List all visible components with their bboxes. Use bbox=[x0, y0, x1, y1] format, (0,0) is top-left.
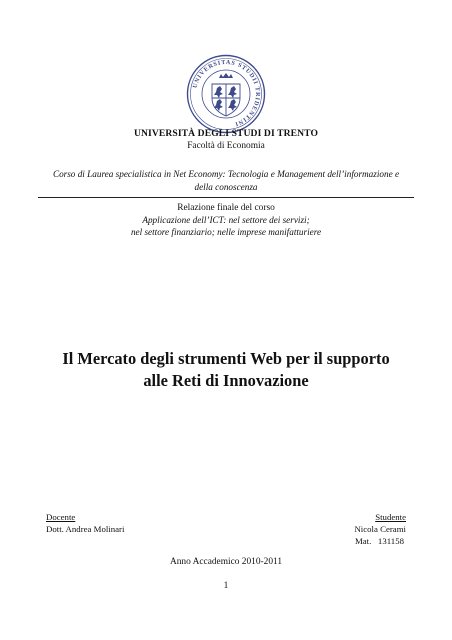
student-matricola: Mat. 131158 bbox=[354, 536, 404, 546]
teacher-name: Dott. Andrea Molinari bbox=[46, 524, 125, 534]
document-title-line-1: Il Mercato degli strumenti Web per il supporto bbox=[62, 349, 390, 368]
university-name: UNIVERSITÀ DEGLI STUDI DI TRENTO bbox=[133, 128, 319, 139]
university-seal-logo bbox=[186, 54, 266, 134]
page-number: 1 bbox=[223, 581, 229, 591]
report-subject-line-1: Applicazione dell’ICT: nel settore dei servizi; bbox=[142, 215, 310, 225]
svg-text:UNIVERSITAS STUDII TRIDENTINI: UNIVERSITAS STUDII TRIDENTINI bbox=[191, 58, 262, 128]
report-subject-line-2: nel settore finanziario; nelle imprese manifatturiere bbox=[130, 227, 322, 237]
document-title-line-2: alle Reti di Innovazione bbox=[143, 371, 309, 390]
faculty-name: Facoltà di Economia bbox=[187, 141, 265, 151]
report-type: Relazione finale del corso bbox=[177, 203, 275, 213]
student-label: Studente bbox=[375, 512, 406, 522]
academic-year: Anno Accademico 2010-2011 bbox=[169, 557, 283, 567]
student-name: Nicola Cerami bbox=[354, 524, 406, 534]
teacher-label: Docente bbox=[46, 512, 76, 522]
horizontal-divider bbox=[38, 197, 414, 198]
course-name: Corso di Laurea specialistica in Net Economy: Tecnologia e Management dell’informazione e della conoscenza bbox=[52, 169, 400, 192]
